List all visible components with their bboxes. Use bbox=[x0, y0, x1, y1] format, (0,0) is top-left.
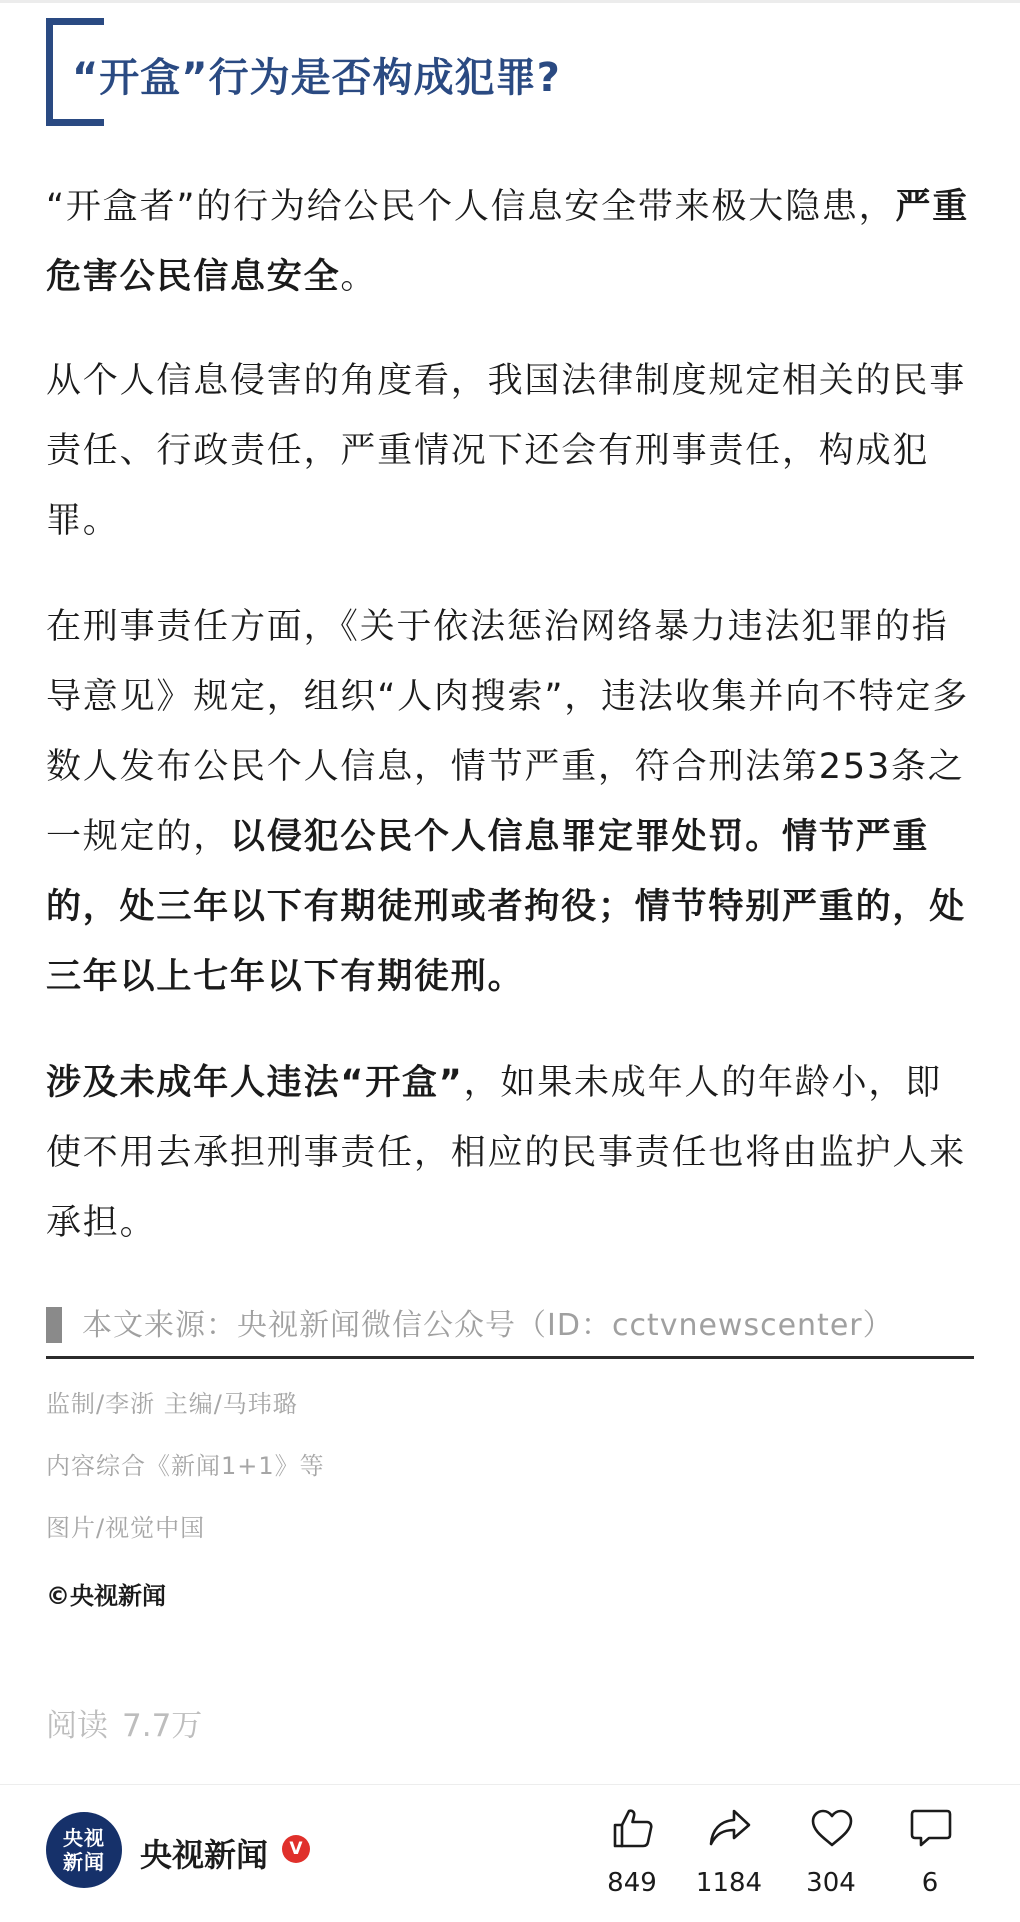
bracket-left-bar bbox=[46, 18, 53, 126]
account-name[interactable]: 央视新闻 bbox=[140, 1836, 269, 1874]
credit-images: 图片/视觉中国 bbox=[46, 1514, 206, 1542]
paragraph-2: 从个人信息侵害的角度看，我国法律制度规定相关的民事责任、行政责任，严重情况下还会有刑事责任，构成犯罪。 bbox=[46, 361, 967, 541]
paragraph-4-emphasis: 涉及未成年人违法“开盒” bbox=[46, 1063, 464, 1103]
credit-editors: 监制/李浙 主编/马玮璐 bbox=[46, 1390, 298, 1418]
favorite-button[interactable] bbox=[776, 1806, 886, 1906]
paragraph-3-emphasis: 以侵犯公民个人信息罪定罪处罚。情节严重的，处三年以下有期徒刑或者拘役；情节特别严重的，处三年以上七年以下有期徒刑。 bbox=[46, 817, 967, 997]
read-count bbox=[46, 1700, 216, 1745]
paragraph-3 bbox=[46, 592, 976, 1012]
avatar-text-line2: 新闻 bbox=[63, 1850, 105, 1874]
share-button[interactable] bbox=[674, 1806, 784, 1906]
like-count: 849 bbox=[607, 1868, 657, 1898]
source-text: 本文来源：央视新闻微信公众号（ID：cctvnewscenter） bbox=[82, 1308, 894, 1343]
read-count-label: 阅读 bbox=[46, 1708, 108, 1744]
share-icon bbox=[708, 1806, 752, 1850]
section-heading: “开盒”行为是否构成犯罪? bbox=[72, 55, 561, 101]
like-button[interactable] bbox=[577, 1806, 687, 1906]
bracket-bottom-bar bbox=[46, 119, 104, 126]
read-count-value: 7.7万 bbox=[122, 1708, 203, 1744]
source-block bbox=[46, 1306, 974, 1358]
paragraph-1-text: “开盒者”的行为给公民个人信息安全带来极大隐患， bbox=[46, 187, 896, 227]
verified-badge-icon: V bbox=[282, 1835, 310, 1863]
copyright-text: ©央视新闻 bbox=[46, 1582, 166, 1610]
source-underline bbox=[46, 1356, 974, 1359]
credit-content: 内容综合《新闻1+1》等 bbox=[46, 1452, 325, 1480]
share-count: 1184 bbox=[695, 1868, 763, 1898]
top-divider bbox=[0, 0, 1020, 3]
paragraph-4 bbox=[46, 1048, 976, 1258]
paragraph-4-text: ，如果未成年人的年龄小，即使不用去承担刑事责任，相应的民事责任也将由监护人来承担。 bbox=[46, 1063, 967, 1243]
favorite-count: 304 bbox=[806, 1868, 856, 1898]
comment-icon bbox=[909, 1806, 953, 1850]
comment-count: 6 bbox=[921, 1868, 939, 1898]
avatar-text-line1: 央视 bbox=[63, 1826, 105, 1850]
thumbs-up-icon bbox=[611, 1806, 655, 1850]
paragraph-1-tail: 。 bbox=[340, 257, 378, 297]
account-avatar[interactable] bbox=[46, 1812, 122, 1888]
heart-icon bbox=[810, 1806, 854, 1850]
paragraph-1-emphasis: 严重危害公民信息安全 bbox=[46, 187, 970, 297]
bracket-top-bar bbox=[46, 18, 104, 25]
paragraph-3-text: 在刑事责任方面，《关于依法惩治网络暴力违法犯罪的指导意见》规定，组织“人肉搜索”，违法收集并向不特定多数人发布公民个人信息，情节严重，符合刑法第253条之一规定的， bbox=[46, 607, 970, 857]
paragraph-1 bbox=[46, 172, 976, 312]
bottom-bar-divider bbox=[0, 1784, 1020, 1785]
source-marker bbox=[46, 1307, 62, 1343]
comment-button[interactable] bbox=[875, 1806, 985, 1906]
